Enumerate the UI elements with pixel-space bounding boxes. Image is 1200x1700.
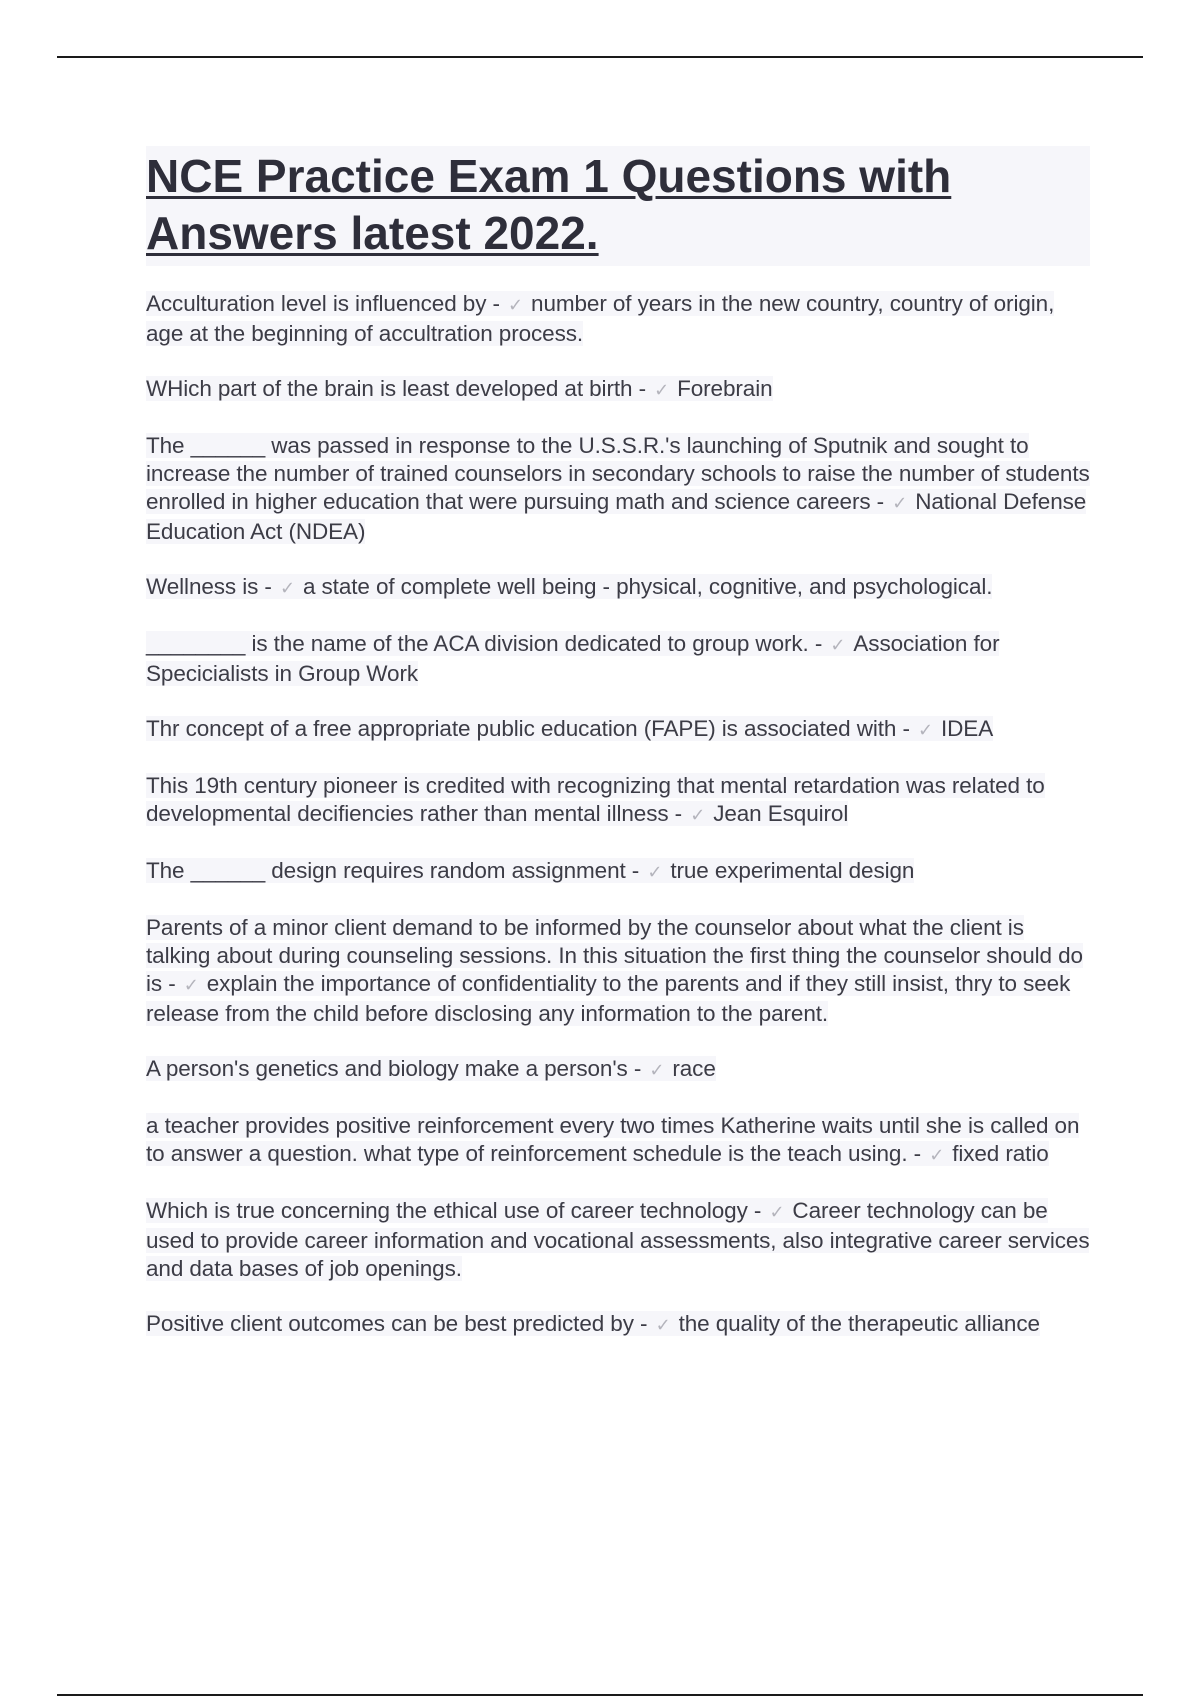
answer-text: a state of complete well being - physical, cognitive, and psychological.	[302, 574, 993, 599]
answer-text: Career technology can be used to provide career information and vocational assessments, also integrative career services and data bases of job openings.	[146, 1198, 1090, 1281]
separator: -	[668, 801, 689, 826]
question-text: This 19th century pioneer is credited with recognizing that mental retardation was related to developmental decifiencies rather than mental illness	[146, 773, 1045, 826]
question-text: Thr concept of a free appropriate public education (FAPE) is associated with	[146, 716, 897, 741]
document-body	[146, 146, 1090, 1367]
checkmark-icon: ✓	[918, 720, 933, 741]
answer-text: IDEA	[941, 716, 994, 741]
question-text: Acculturation level is influenced by	[146, 291, 487, 316]
answer-text: fixed ratio	[952, 1141, 1049, 1166]
checkmark-icon: ✓	[508, 295, 524, 316]
checkmark-icon: ✓	[649, 1060, 665, 1081]
separator: -	[747, 1198, 768, 1223]
checkmark-icon: ✓	[654, 380, 670, 401]
question-text: The ______ design requires random assignment	[146, 858, 626, 883]
separator: -	[486, 291, 507, 316]
question-text: Positive client outcomes can be best predicted by	[146, 1311, 634, 1336]
answer-text: National Defense Education Act (NDEA)	[146, 489, 1087, 544]
qa-item	[146, 290, 1090, 348]
answer-text: explain the importance of confidentiality to the parents and if they still insist, thry to seek release from the child before disclosing any information to the parent.	[146, 971, 1071, 1026]
question-text: Wellness is	[146, 574, 259, 599]
separator: -	[907, 1141, 928, 1166]
separator: -	[633, 1311, 654, 1336]
checkmark-icon: ✓	[929, 1145, 945, 1166]
question-text: WHich part of the brain is least developed at birth	[146, 376, 633, 401]
answer-text: Jean Esquirol	[713, 801, 849, 826]
separator: -	[258, 574, 278, 599]
qa-item	[146, 1055, 1090, 1085]
question-text: Parents of a minor client demand to be informed by the counselor about what the client is talking about during counseling sessions. In this situation the first thing the counselor should do is	[146, 915, 1083, 996]
qa-item	[146, 914, 1090, 1028]
answer-text: true experimental design	[670, 858, 915, 883]
qa-item	[146, 715, 1090, 745]
separator: -	[870, 489, 891, 514]
qa-item	[146, 1112, 1090, 1170]
question-text: ________ is the name of the ACA division dedicated to group work.	[146, 631, 809, 656]
checkmark-icon: ✓	[690, 805, 706, 826]
top-rule	[57, 56, 1143, 58]
checkmark-icon: ✓	[830, 635, 846, 656]
qa-item	[146, 772, 1090, 830]
qa-item	[146, 630, 1090, 688]
answer-text: Association for Specicialists in Group Work	[146, 631, 1000, 686]
qa-item	[146, 857, 1090, 887]
qa-list	[146, 290, 1090, 1340]
answer-text: Forebrain	[677, 376, 773, 401]
answer-text: the quality of the therapeutic alliance	[678, 1311, 1040, 1336]
question-text: a teacher provides positive reinforcement every two times Katherine waits until she is called on to answer a question. what type of reinforcement schedule is the teach using.	[146, 1113, 1080, 1166]
separator: -	[808, 631, 829, 656]
checkmark-icon: ✓	[647, 862, 663, 883]
answer-text: number of years in the new country, country of origin, age at the beginning of accultration process.	[146, 291, 1055, 346]
separator: -	[632, 376, 653, 401]
qa-item	[146, 1310, 1090, 1340]
checkmark-icon: ✓	[769, 1202, 785, 1223]
qa-item	[146, 573, 1090, 603]
checkmark-icon: ✓	[892, 493, 908, 514]
qa-item	[146, 1197, 1090, 1283]
qa-item	[146, 375, 1090, 405]
separator: -	[627, 1056, 648, 1081]
question-text: A person's genetics and biology make a person's	[146, 1056, 628, 1081]
checkmark-icon: ✓	[183, 975, 199, 996]
separator: -	[896, 716, 917, 741]
qa-item	[146, 432, 1090, 546]
separator: -	[162, 971, 182, 996]
question-text: The ______ was passed in response to the U.S.S.R.'s launching of Sputnik and sought to increase the number of trained counselors in secondary schools to raise the number of students enrolled in higher education that were pursuing math and science careers	[146, 433, 1090, 514]
answer-text: race	[672, 1056, 716, 1081]
checkmark-icon: ✓	[279, 578, 295, 599]
bottom-rule	[57, 1694, 1143, 1696]
document-title: NCE Practice Exam 1 Questions with Answers latest 2022.	[146, 146, 1090, 266]
separator: -	[625, 858, 646, 883]
question-text: Which is true concerning the ethical use of career technology	[146, 1198, 748, 1223]
checkmark-icon: ✓	[655, 1315, 671, 1336]
